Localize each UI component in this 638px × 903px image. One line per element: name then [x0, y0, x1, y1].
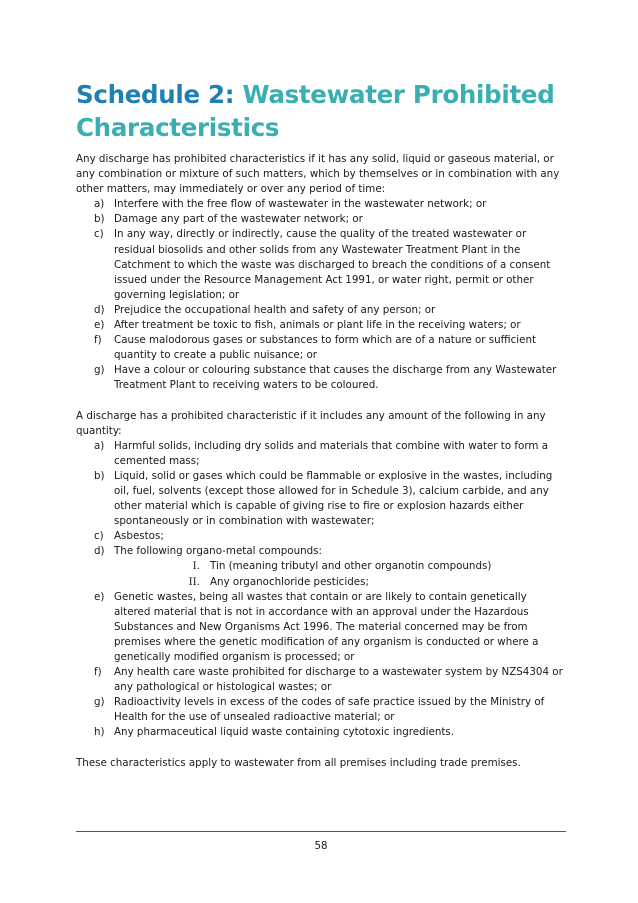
list-item-text: Any pharmaceutical liquid waste containing cytotoxic ingredients.: [114, 726, 455, 739]
list-marker: b): [94, 213, 105, 226]
list-item: [76, 439, 566, 469]
list-item: [76, 529, 566, 544]
prohibited-substances-list: [76, 439, 566, 741]
list-marker: g): [94, 364, 105, 377]
list-marker: b): [94, 469, 105, 482]
intro-paragraph-2: A discharge has a prohibited characteristic if it includes any amount of the following in any quantity:: [76, 409, 546, 437]
list-item: [76, 227, 566, 302]
closing-paragraph: These characteristics apply to wastewater from all premises including trade premises.: [76, 756, 521, 769]
list-marker: h): [94, 726, 105, 739]
organo-metal-sublist: [114, 559, 566, 589]
list-marker: e): [94, 590, 105, 603]
page-title: [76, 78, 576, 144]
spacer: [76, 394, 566, 409]
list-marker: c): [94, 228, 104, 241]
list-item: [76, 303, 566, 318]
list-item: [76, 333, 566, 363]
list-item-text: Liquid, solid or gases which could be flammable or explosive in the wastes, including oil, fuel, solvents (except those allowed for in Schedule 3), calcium carbide, and any other material which is capable of giving rise to fire or explosion hazards either spontaneously or in combination with wastewater;: [114, 469, 553, 528]
list-marker: g): [94, 696, 105, 709]
list-item: [76, 197, 566, 212]
list-item-text: Genetic wastes, being all wastes that contain or are likely to contain genetically altered material that is not in accordance with an approval under the Hazardous Substances and New Organisms Act 1996. The material concerned may be from premises where the genetic modification of any organism is conducted or where a genetically modified organism is processed; or: [114, 590, 539, 663]
list-item-text: In any way, directly or indirectly, cause the quality of the treated wastewater or residual biosolids and other solids from any Wastewater Treatment Plant in the Catchment to which the waste was discharged to breach the conditions of a consent issued under the Resource Management Act 1991, or water right, permit or other governing legislation; or: [114, 228, 551, 301]
list-item-text: After treatment be toxic to fish, animals or plant life in the receiving waters; or: [114, 319, 521, 332]
list-marker: e): [94, 319, 105, 332]
list-item: [76, 212, 566, 227]
list-item: [76, 469, 566, 529]
roman-marker: II.: [188, 575, 200, 588]
list-marker: c): [94, 530, 104, 543]
list-item-text: Have a colour or colouring substance that causes the discharge from any Wastewater Treatment Plant to receiving waters to be coloured.: [114, 364, 557, 392]
list-item: [76, 590, 566, 665]
list-marker: a): [94, 198, 105, 211]
list-marker: f): [94, 666, 102, 679]
title-part-1: Schedule 2:: [76, 80, 243, 109]
list-item: [76, 665, 566, 695]
title-part-2: Wastewater Prohibited Characteristics: [76, 80, 555, 142]
list-marker: f): [94, 334, 102, 347]
list-marker: d): [94, 303, 105, 316]
roman-marker: I.: [192, 560, 200, 573]
list-item-text: Interfere with the free flow of wastewater in the wastewater network; or: [114, 198, 487, 211]
list-item-text: Asbestos;: [114, 530, 164, 543]
list-item-text: Harmful solids, including dry solids and materials that combine with water to form a cemented mass;: [114, 439, 549, 467]
list-item: [76, 544, 566, 589]
list-item-text: Prejudice the occupational health and safety of any person; or: [114, 303, 436, 316]
list-item-text: The following organo-metal compounds:: [114, 545, 323, 558]
list-marker: d): [94, 545, 105, 558]
list-item-text: Damage any part of the wastewater network; or: [114, 213, 363, 226]
prohibited-effects-list: [76, 197, 566, 393]
intro-paragraph-1: Any discharge has prohibited characteristics if it has any solid, liquid or gaseous material, or any combination or mixture of such matters, which by themselves or in combination with any other matters, may immediately or over any period of time:: [76, 153, 560, 196]
sublist-item: [114, 575, 566, 590]
list-item-text: Radioactivity levels in excess of the codes of safe practice issued by the Ministry of Health for the use of unsealed radioactive material; or: [114, 696, 545, 724]
list-item-text: Any health care waste prohibited for discharge to a wastewater system by NZS4304 or any pathological or histological wastes; or: [114, 666, 563, 694]
footer-divider: [76, 831, 566, 832]
spacer: [76, 741, 566, 756]
list-item: [76, 318, 566, 333]
list-item: [76, 725, 566, 740]
document-body: [76, 152, 566, 771]
sublist-item: [114, 559, 566, 574]
list-item: [76, 363, 566, 393]
list-marker: a): [94, 439, 105, 452]
sublist-item-text: Any organochloride pesticides;: [210, 575, 369, 588]
sublist-item-text: Tin (meaning tributyl and other organotin compounds): [210, 560, 492, 573]
page-number: 58: [314, 840, 328, 852]
list-item: [76, 695, 566, 725]
list-item-text: Cause malodorous gases or substances to form which are of a nature or sufficient quantity to create a public nuisance; or: [114, 334, 537, 362]
